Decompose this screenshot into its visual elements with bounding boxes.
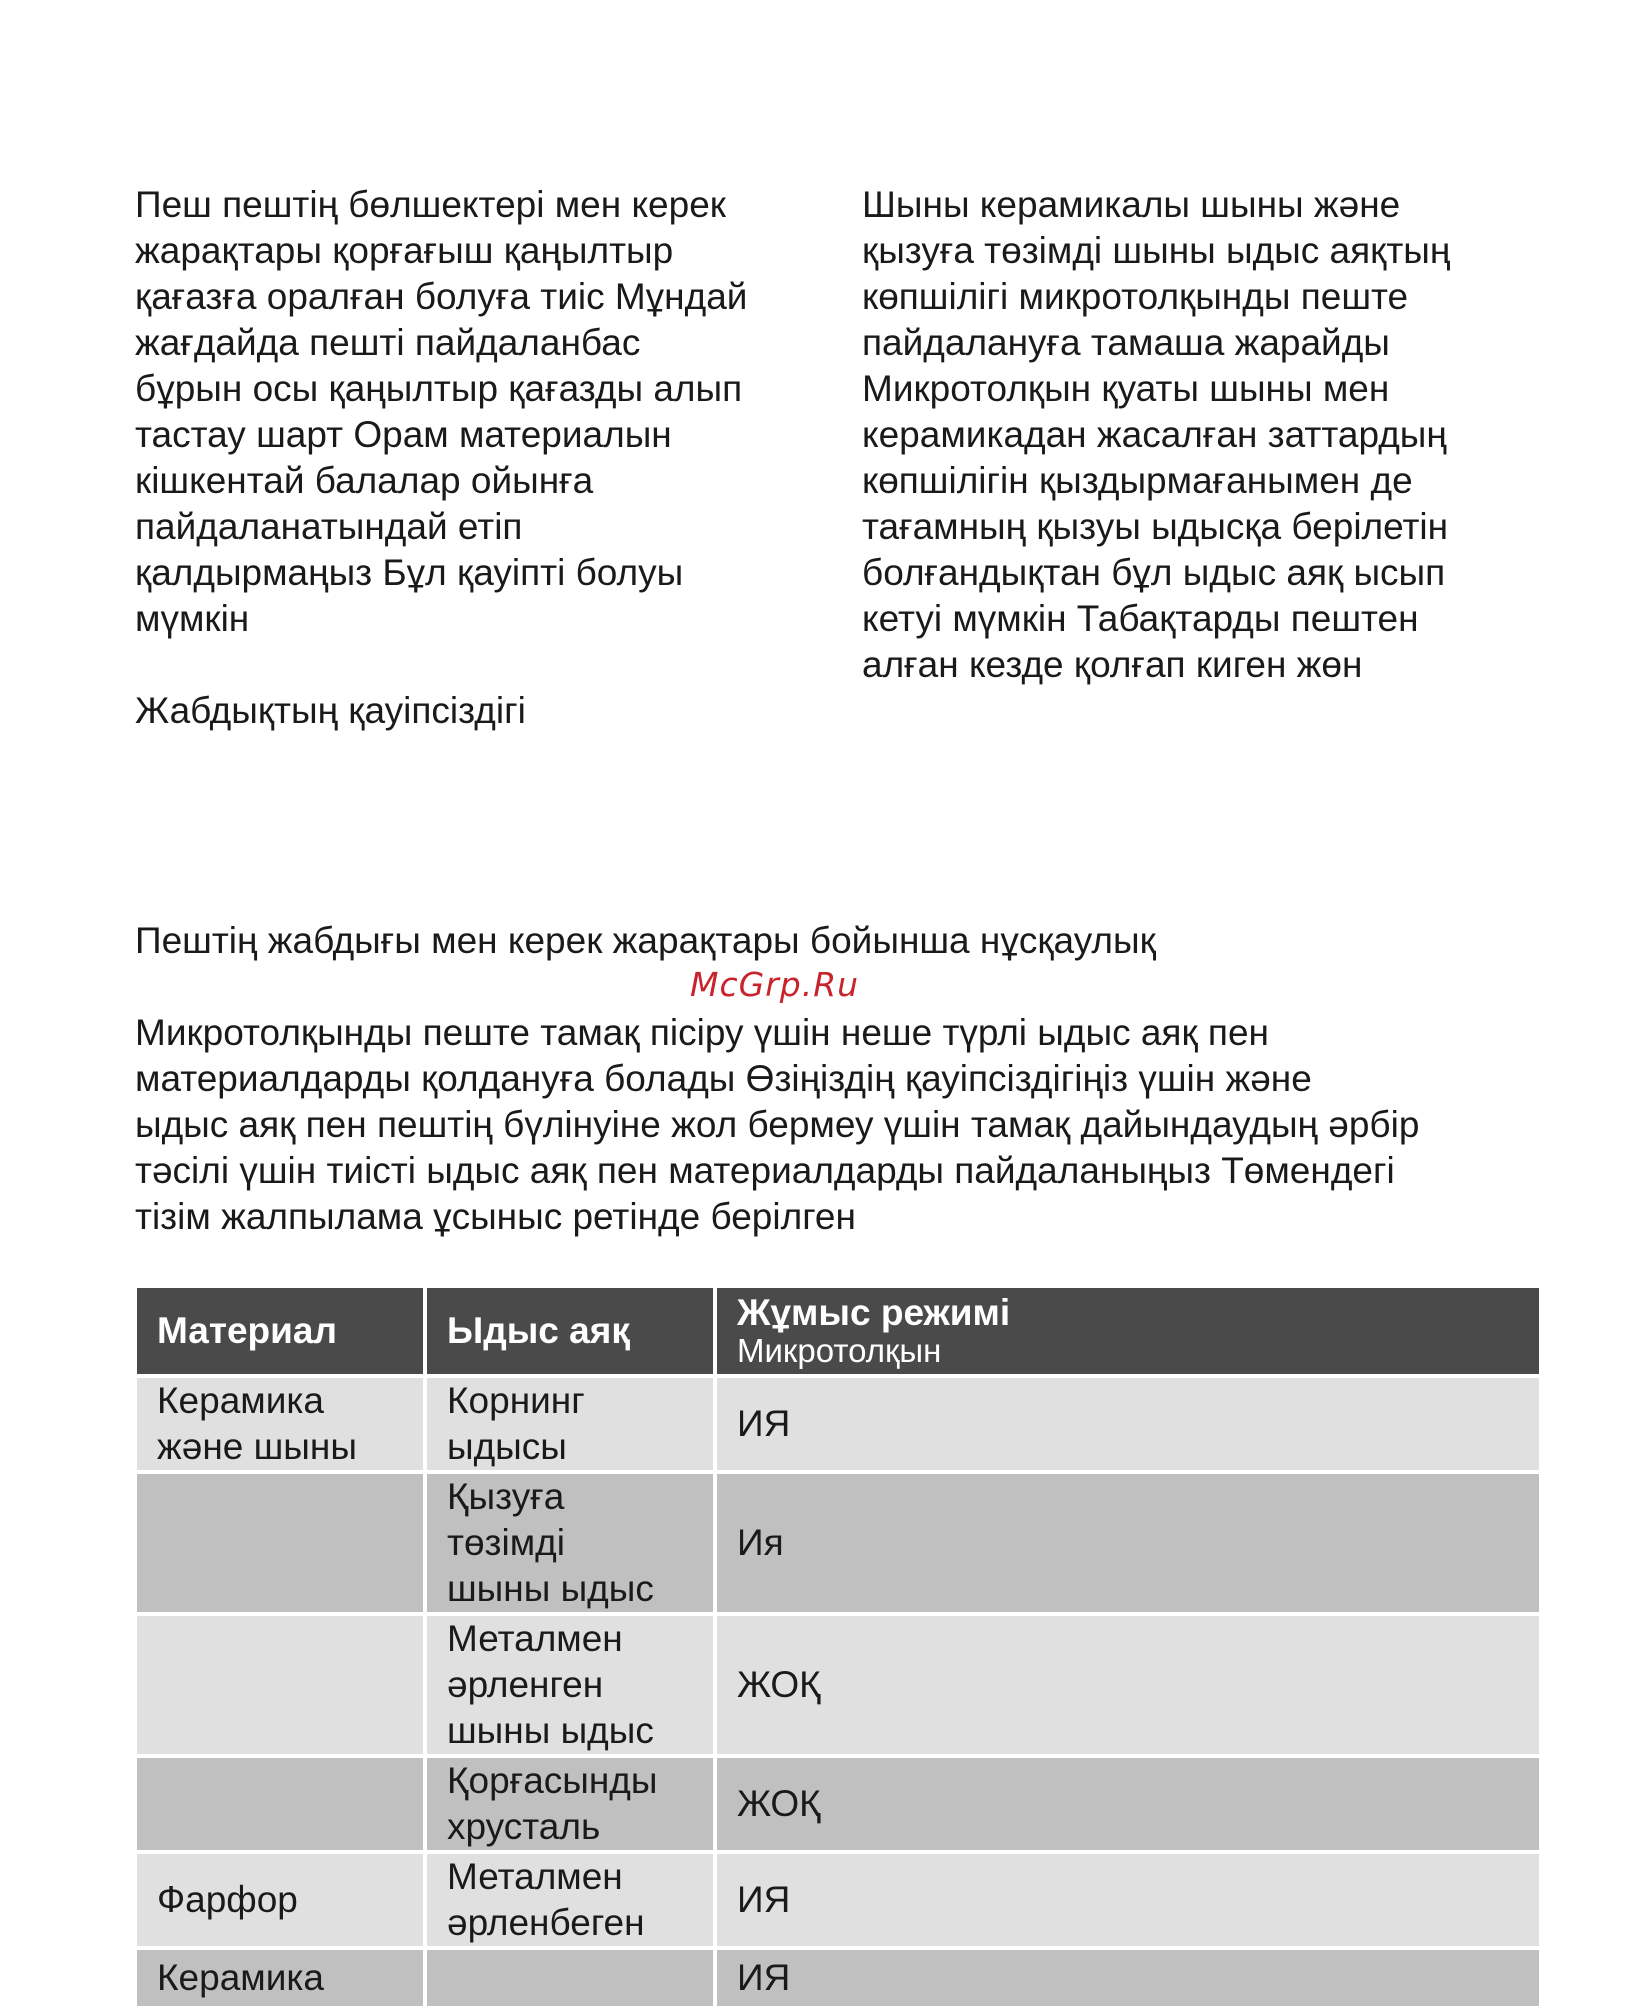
header-mode [715,1286,1541,1376]
cell-value: ЖОҚ [715,1614,1541,1756]
header-material: Материал [135,1286,425,1376]
watermark-link[interactable]: McGrp.Ru [690,965,860,1004]
table-row [135,1852,1541,1948]
table-row [135,1376,1541,1472]
cell-material: Фарфор [135,1852,425,1948]
cell-material [135,1614,425,1756]
cell-material [135,1472,425,1614]
header-mode-subtitle: Микротолқын [737,1332,942,1369]
cell-dish: Қорғасынды хрусталь [425,1756,715,1852]
table-header-row [135,1286,1541,1376]
cookware-table [133,1284,1543,2010]
cell-value: ИЯ [715,1852,1541,1948]
safety-heading: Жабдықтың қауіпсіздігі [135,690,526,731]
cell-material: Керамика [135,1948,425,2008]
cell-value: ИЯ [715,1948,1541,2008]
intro-paragraph: Микротолқынды пеште тамақ пісіру үшін неше түрлі ыдыс аяқ пен материалдарды қолдануға болады Өзіңіздің қауіпсіздігіңіз үшін және ыдыс аяқ пен пештің бүлінуіне жол бермеу үшін тамақ дайындаудың әрбір тәсілі үшін тиісті ыдыс аяқ пен материалдарды пайдаланыңыз Төмендегі тізім жалпылама ұсыныс ретінде берілген [135,1012,1420,1237]
cell-material: Керамика және шыны [135,1376,425,1472]
cell-dish: Корнинг ыдысы [425,1376,715,1472]
cell-material [135,1756,425,1852]
table-row [135,1614,1541,1756]
cell-dish [425,1948,715,2008]
left-paragraph: Пеш пештің бөлшектері мен керек жарақтары қорғағыш қаңылтыр қағазға оралған болуға тиіс Мұндай жағдайда пешті пайдаланбас бұрын осы қаңылтыр қағазды алып тастау шарт Орам материалын кішкентай балалар ойынға пайдаланатындай етіп қалдырмаңыз Бұл қауіпті болуы мүмкін [135,184,748,639]
cell-dish: Металмен әрленген шыны ыдыс [425,1614,715,1756]
table-row [135,1756,1541,1852]
cell-value: Ия [715,1472,1541,1614]
header-mode-title: Жұмыс режимі [737,1292,1011,1333]
cell-dish: Қызуға төзімді шыны ыдыс [425,1472,715,1614]
cell-value: ИЯ [715,1376,1541,1472]
cell-value: ЖОҚ [715,1756,1541,1852]
table-row [135,1472,1541,1614]
guide-heading: Пештің жабдығы мен керек жарақтары бойынша нұсқаулық [135,920,1156,961]
right-paragraph: Шыны керамикалы шыны және қызуға төзімді шыны ыдыс аяқтың көпшілігі микротолқынды пеште пайдалануға тамаша жарайды Микротолқын қуаты шыны мен керамикадан жасалған заттардың көпшілігін қыздырмағанымен де тағамның қызуы ыдысқа берілетін болғандықтан бұл ыдыс аяқ ысып кетуі мүмкін Табақтарды пештен алған кезде қолғап киген жөн [862,184,1451,685]
table-row [135,1948,1541,2008]
cell-dish: Металмен әрленбеген [425,1852,715,1948]
header-dish: Ыдыс аяқ [425,1286,715,1376]
